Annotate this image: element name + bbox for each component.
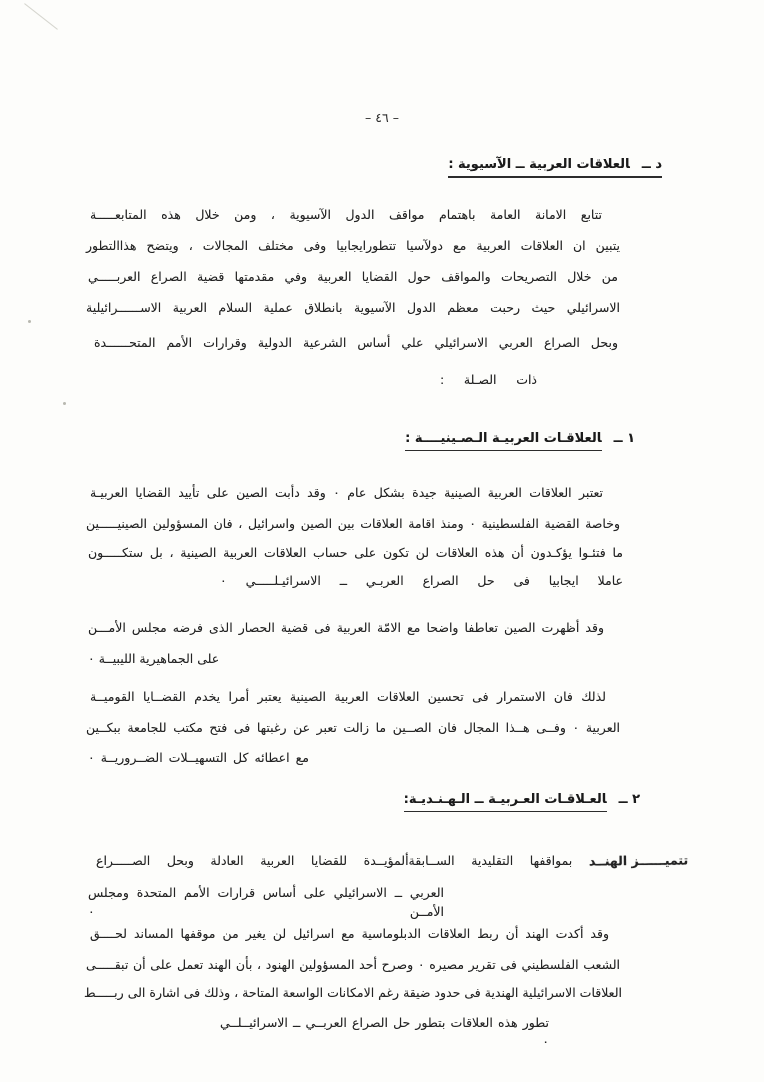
p2-line2: وخاصة القضية الفلسطينية ٠ ومنذ اقامة العلاقات بين الصين واسرائيل ، فان المسؤولين الصينيـــــين xyxy=(86,516,620,531)
scan-scratch-artifact xyxy=(24,3,58,30)
section-1-title: العلاقـات العربيـة الـصـينيــــة : xyxy=(405,431,602,451)
p2-line4: عاملا ايجابيا فى حل الصراع العربـي ــ الاسرائيـلـــــي ٠ xyxy=(220,573,623,588)
p1-line6: ذات الصـلة : xyxy=(440,372,537,387)
section-1-number: ١ ــ xyxy=(613,431,635,446)
p5-line2: العربي ــ الاسرائيلي على أساس قرارات الأمم المتحدة ومجلس الأمــن ٠ xyxy=(88,885,444,919)
p2-line1: تعتبر العلاقات العربية الصينية جيدة بشكل عام ٠ وقد دأبت الصين على تأييد القضايا العربيـة xyxy=(90,485,603,500)
p5-line1 xyxy=(96,851,688,870)
main-heading-prefix: د ــ xyxy=(641,157,662,172)
p3-line2: على الجماهيرية الليبيــة ٠ xyxy=(88,651,220,666)
main-heading xyxy=(448,157,662,178)
section-2-number: ٢ ــ xyxy=(618,792,640,807)
p5-line1-rest: بمواقفها التقليدية الســابقةألمؤيــدة للقضايا العربية العادلة وبحل الصـــــراع xyxy=(96,853,573,868)
main-heading-title: العلاقات العربية ــ الآسيوية : xyxy=(448,157,630,172)
p6-line2: الشعب الفلسطيني فى تقرير مصيره ٠ وصرح أحد المسؤولين الهنود ، بأن الهند تعمل على أن تبقـــــى xyxy=(86,957,621,972)
section-2-heading xyxy=(404,792,640,807)
p4-line3: مع اعطائه كل التسهيــلات الضــروريــة ٠ xyxy=(88,750,309,765)
p1-line4: الاسرائيلي حيث رحبت معظم الدول الآسيوية بانطلاق عملية السلام العربية الاســــــرائيلية xyxy=(86,300,620,315)
section-1-heading xyxy=(405,431,635,446)
p6-line4: تطور هذه العلاقات بتطور حل الصراع العربــي ــ الاسرائيــلــي ٠ xyxy=(220,1015,549,1049)
p6-line3: العلاقات الاسرائيلية الهندية فى حدود ضيقة رغم الامكانات الواسعة المتاحة ، وذلك فى اشارة الى ربـــــط xyxy=(84,985,622,1000)
p4-line1: لذلك فان الاستمرار فى تحسين العلاقات العربية الصينية يعتبر أمرا يخدم القضــايا القوميــة xyxy=(90,689,606,704)
p4-line2: العربية ٠ وفــى هــذا المجال فان الصــين ما زالت تعبر عن رغبتها فى فتح مكتب للجامعة ببكــين xyxy=(86,720,621,735)
p6-line1: وقد أكدت الهند أن ربط العلاقات الدبلوماسية مع اسرائيل لن يغير من موقفها المساند لحــــق xyxy=(90,926,609,941)
p3-line1: وقد أظهرت الصين تعاطفا واضحا مع الامّة العربية فى قضية الحصار الذى فرضه مجلس الأمـــن xyxy=(88,620,604,635)
section-2-title: العـلاقـات العـربيـة ــ الـهـنـديـة: xyxy=(404,792,607,812)
scan-speck xyxy=(28,320,31,323)
p1-line3: من خلال التصريحات والمواقف حول القضايا العربية وفي مقدمتها قضية الصراع العربـــــي xyxy=(88,269,618,284)
p1-line1: تتابع الامانة العامة باهتمام مواقف الدول الآسيوية ، ومن خلال هذه المتابعـــــة xyxy=(90,207,602,222)
page-number: – ٤٦ – xyxy=(365,110,399,125)
handwritten-correction: تتميــــــز الهنــد xyxy=(588,852,689,869)
p1-line5: وبحل الصراع العربي الاسرائيلي علي أساس الشرعية الدولية وقرارات الأمم المتحــــــدة xyxy=(94,335,618,350)
scan-speck xyxy=(63,402,66,405)
p2-line3: ما فتئـوا يؤكـدون أن هذه العلاقات لن تكون على حساب العلاقات العربية الصينية ، بل ستكـــــون xyxy=(88,545,623,560)
p1-line2: يتبين ان العلاقات العربية مع دولآسيا تتطورايجابيا وفى مختلف المجالات ، ويتضح هذاالتطور xyxy=(86,238,620,253)
